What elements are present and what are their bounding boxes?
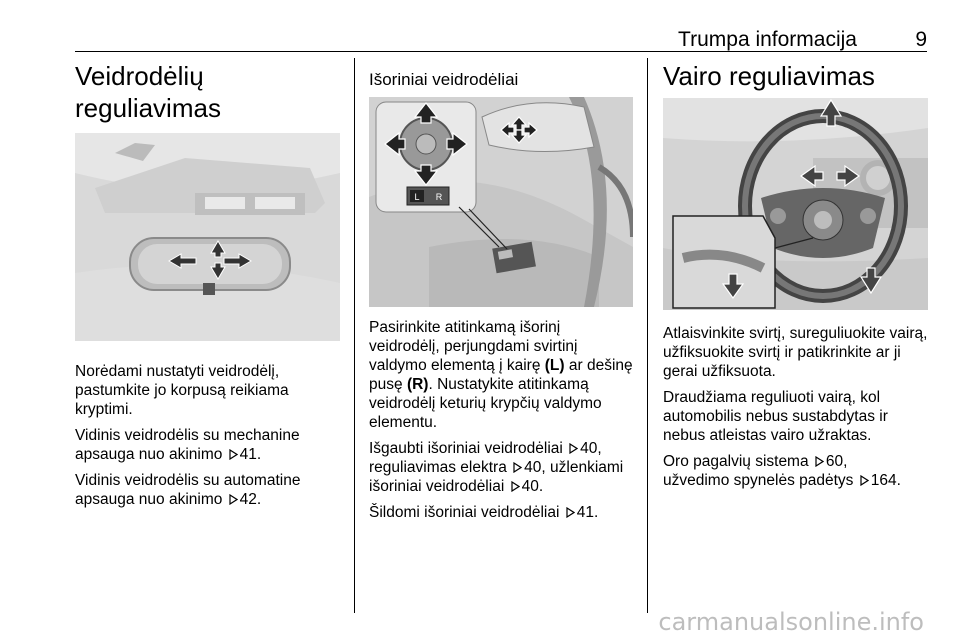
column-steering-wheel bbox=[663, 60, 928, 92]
exterior-mirror-drawing bbox=[369, 97, 633, 307]
paragraph-select-mirror bbox=[369, 318, 633, 432]
page-reference-arrow-icon bbox=[815, 456, 824, 467]
header-title: Trumpa informacija bbox=[678, 28, 857, 51]
section-title-steering: Vairo reguliavimas bbox=[663, 61, 875, 91]
switch-label-right: R bbox=[435, 192, 443, 202]
switch-label-left: L bbox=[414, 192, 420, 202]
page-link-40-convex[interactable]: 40, bbox=[580, 440, 602, 457]
section-title-mirrors: Veidrodėlių reguliavimas bbox=[75, 61, 221, 123]
paragraph-adjust-steering: Atlaisvinkite svirtį, sureguliuokite vairą, užfiksuokite svirtį ir patikrinkite ar ji gerai užfiksuota. bbox=[663, 325, 928, 380]
select-mirror-text-c: . Nustatykite atitinkamą veidrodėlį keturių krypčių valdymo elementu. bbox=[369, 376, 602, 431]
header-rule bbox=[75, 51, 927, 52]
page-reference-arrow-icon bbox=[229, 494, 238, 505]
page-reference-arrow-icon bbox=[569, 443, 578, 454]
paragraph-adjust-interior-mirror: Norėdami nustatyti veidrodėlį, pastumkite jo korpusą reikiama kryptimi. bbox=[75, 363, 289, 418]
electric-adjustment-text: reguliavimas elektra bbox=[369, 459, 507, 476]
page-number: 9 bbox=[915, 28, 927, 51]
page-reference-arrow-icon bbox=[513, 462, 522, 473]
page-link-42[interactable]: 42. bbox=[239, 491, 262, 508]
heated-mirrors-text: Šildomi išoriniai veidrodėliai bbox=[369, 504, 560, 521]
paragraph-steering-references bbox=[663, 452, 928, 490]
mechanical-antidazzle-text: Vidinis veidrodėlis su mechanine apsauga nuo akinimo bbox=[75, 427, 300, 463]
subtitle-exterior-mirrors: Išoriniai veidrodėliai bbox=[369, 70, 519, 89]
ignition-positions-text: užvedimo spynelės padėtys bbox=[663, 472, 854, 489]
column-exterior-mirrors bbox=[369, 60, 633, 92]
column-divider-1 bbox=[354, 58, 355, 613]
paragraph-heated-mirrors bbox=[369, 503, 633, 522]
page-reference-arrow-icon bbox=[229, 449, 238, 460]
select-mirror-text-a: Pasirinkite atitinkamą išorinį veidrodėlį, perjungdami svirtinį valdymo elementą į kairę bbox=[369, 319, 578, 374]
page-reference-arrow-icon bbox=[566, 507, 575, 518]
page-link-40-electric[interactable]: 40, bbox=[524, 459, 546, 476]
col3-text bbox=[663, 324, 928, 490]
page-reference-arrow-icon bbox=[860, 475, 869, 486]
paragraph-mirror-references bbox=[369, 439, 633, 496]
select-mirror-text-b: ar dešinę pusę bbox=[369, 357, 633, 393]
page-link-41-heated[interactable]: 41. bbox=[576, 504, 599, 521]
paragraph-automatic-antidazzle bbox=[75, 471, 340, 509]
automatic-antidazzle-text: Vidinis veidrodėlis su automatine apsauga nuo akinimo bbox=[75, 472, 301, 508]
col2-text bbox=[369, 318, 633, 522]
interior-mirror-drawing bbox=[75, 133, 340, 341]
paragraph-steering-warning: Draudžiama reguliuoti vairą, kol automobilis nebus sustabdytas ir nebus atleistas vairo užraktas. bbox=[663, 389, 888, 444]
page-header bbox=[75, 28, 927, 50]
page-link-41[interactable]: 41. bbox=[239, 446, 262, 463]
right-label: (R) bbox=[406, 376, 429, 393]
interior-mirror-illustration bbox=[75, 133, 340, 341]
page-reference-arrow-icon bbox=[511, 481, 520, 492]
folding-mirrors-text: užlenkiami išoriniai veidrodėliai bbox=[369, 459, 624, 495]
steering-wheel-illustration bbox=[663, 98, 928, 310]
column-divider-2 bbox=[647, 58, 648, 613]
airbag-system-text: Oro pagalvių sistema bbox=[663, 453, 809, 470]
convex-mirrors-text: Išgaubti išoriniai veidrodėliai bbox=[369, 440, 563, 457]
left-label: (L) bbox=[544, 357, 565, 374]
col1-text bbox=[75, 362, 340, 509]
exterior-mirror-illustration bbox=[369, 97, 633, 307]
page-link-60[interactable]: 60, bbox=[825, 453, 848, 470]
watermark: carmanualsonline.info bbox=[658, 608, 924, 636]
paragraph-mechanical-antidazzle bbox=[75, 426, 340, 464]
page-link-164[interactable]: 164. bbox=[870, 472, 901, 489]
steering-wheel-drawing bbox=[663, 98, 928, 310]
page-link-40-folding[interactable]: 40. bbox=[521, 478, 544, 495]
